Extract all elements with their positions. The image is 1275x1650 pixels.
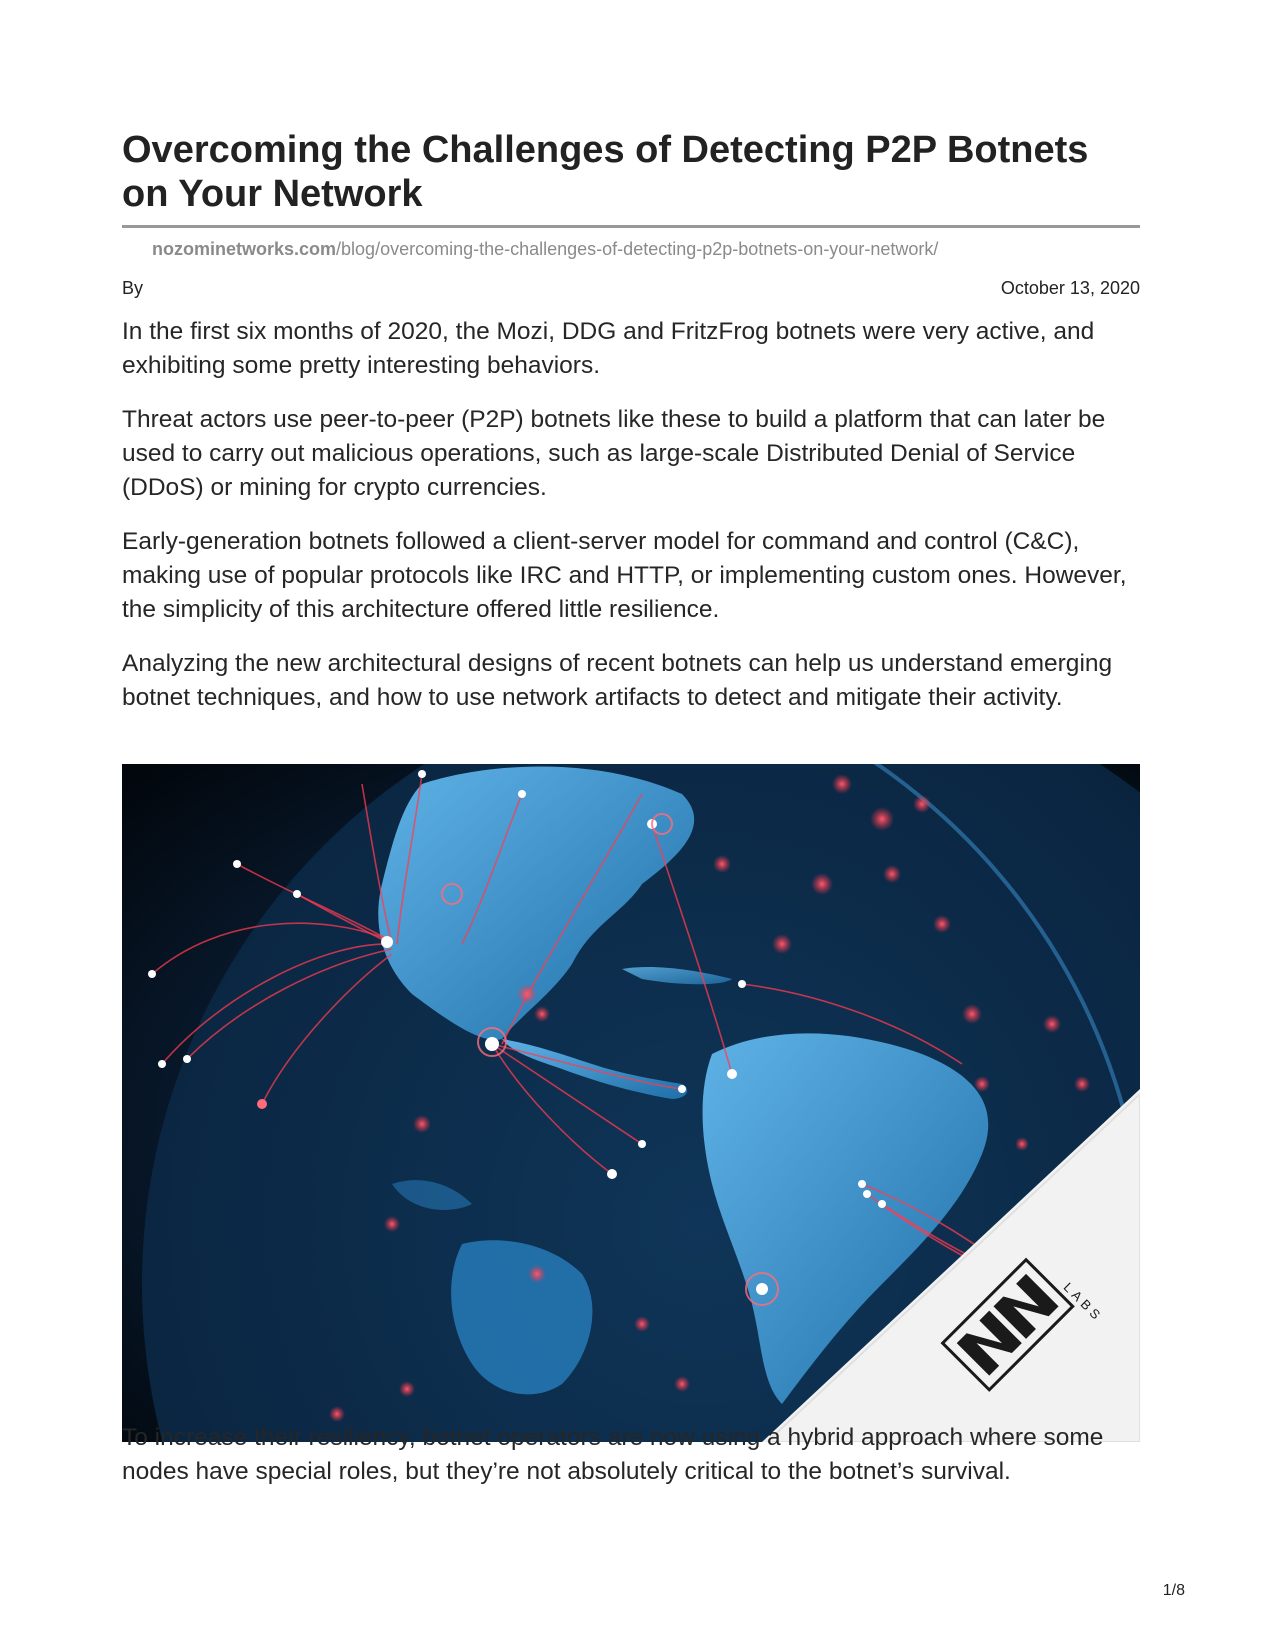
article-title: Overcoming the Challenges of Detecting P2P Botnets on Your Network (122, 129, 1089, 215)
labs-logo-text: LABS (1060, 1279, 1107, 1325)
publish-date: October 13, 2020 (1000, 278, 1140, 298)
article-paragraph: Threat actors use peer-to-peer (P2P) botnets like these to build a platform that can later be used to carry out malicious operations, such as large-scale Distributed Denial of Service (DDoS) or mining for crypto currencies. (122, 406, 1106, 501)
page-number: 1/8 (1162, 1582, 1185, 1599)
globe-network-illustration (122, 764, 1140, 1442)
article-paragraph: To increase their resiliency, botnet operators are now using a hybrid approach where some nodes have special roles, but they’re not absolutely critical to the botnet’s survival. (122, 1424, 1104, 1485)
source-url-domain[interactable]: nozominetworks.com (152, 239, 337, 259)
source-url-path[interactable]: /blog/overcoming-the-challenges-of-detecting-p2p-botnets-on-your-network/ (336, 239, 939, 259)
title-divider (122, 225, 1140, 228)
byline: By (122, 278, 144, 298)
source-url[interactable] (152, 239, 938, 260)
hero-image-botnet-globe (122, 764, 1140, 1442)
article-paragraph: In the first six months of 2020, the Mozi, DDG and FritzFrog botnets were very active, and exhibiting some pretty interesting behaviors. (122, 318, 1095, 379)
article-paragraph: Early-generation botnets followed a client-server model for command and control (C&C), making use of popular protocols like IRC and HTTP, or implementing custom ones. However, the simplicity of this architecture offered little resilience. (122, 528, 1127, 623)
article-paragraph: Analyzing the new architectural designs of recent botnets can help us understand emerging botnet techniques, and how to use network artifacts to detect and mitigate their activity. (122, 650, 1113, 711)
